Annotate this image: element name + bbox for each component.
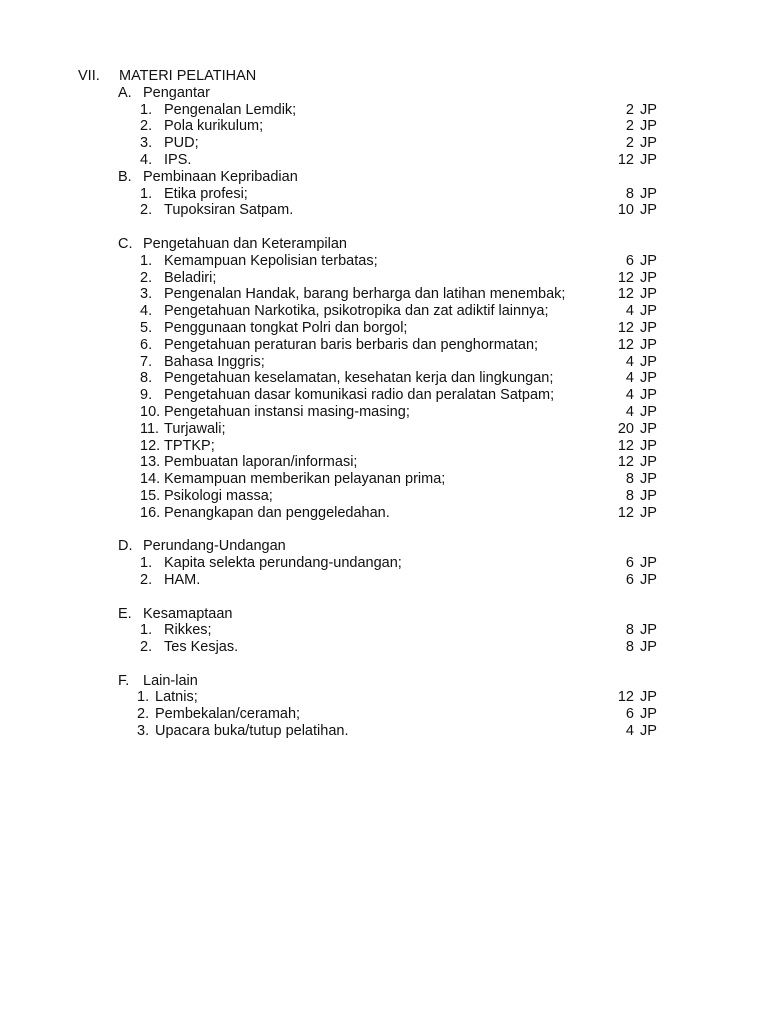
item-unit: JP [640,101,657,118]
list-item [0,689,768,706]
item-label: Upacara buka/tutup pelatihan. [155,723,349,740]
item-number: 2. [140,269,153,286]
item-label: Latnis; [155,689,198,706]
item-number: 1. [140,622,153,639]
item-hours: 12 [617,689,634,706]
item-label: Pengenalan Handak, barang berharga dan latihan menembak; [164,286,566,303]
item-number: 11. [140,420,160,437]
section-title: Lain-lain [143,672,198,689]
list-item [0,471,768,488]
item-label: Rikkes; [164,622,212,639]
item-hours: 12 [617,269,634,286]
section-list [0,85,768,740]
list-item [0,286,768,303]
item-number: 7. [140,353,153,370]
item-hours: 12 [617,151,634,168]
item-unit: JP [640,706,657,723]
item-unit: JP [640,454,657,471]
heading-number: VII. [78,68,100,84]
item-number: 4. [140,151,153,168]
list-item [0,370,768,387]
training-materials-document [0,68,768,740]
list-item [0,202,768,219]
item-number: 1. [140,252,153,269]
item-label: IPS. [164,151,192,168]
item-unit: JP [640,151,657,168]
item-number: 3. [140,286,153,303]
section-spacer [0,522,768,539]
section-letter: D. [118,538,133,555]
item-number: 8. [140,370,153,387]
item-hours: 8 [625,185,634,202]
heading-title: MATERI PELATIHAN [119,68,257,84]
item-unit: JP [640,504,657,521]
item-label: Pengetahuan peraturan baris berbaris dan penghormatan; [164,336,539,353]
item-label: Turjawali; [164,420,226,437]
item-hours: 6 [625,706,634,723]
list-item [0,622,768,639]
item-number: 16. [140,504,161,521]
item-number: 3. [137,723,150,740]
list-item [0,421,768,438]
item-hours: 2 [625,101,634,118]
item-label: Bahasa Inggris; [164,353,265,370]
item-unit: JP [640,487,657,504]
list-item [0,454,768,471]
item-unit: JP [640,286,657,303]
item-hours: 6 [625,555,634,572]
list-item [0,404,768,421]
item-label: TPTKP; [164,437,215,454]
item-unit: JP [640,336,657,353]
item-hours: 8 [625,622,634,639]
section-title: Pengantar [143,84,210,101]
list-item [0,723,768,740]
item-unit: JP [640,639,657,656]
item-hours: 10 [617,202,634,219]
item-number: 9. [140,387,153,404]
item-label: Pola kurikulum; [164,118,264,135]
document-heading [0,68,768,85]
item-hours: 6 [625,252,634,269]
section-heading [0,538,768,555]
list-item [0,270,768,287]
item-unit: JP [640,252,657,269]
section-title: Kesamaptaan [143,605,233,622]
item-unit: JP [640,571,657,588]
item-label: Kemampuan Kepolisian terbatas; [164,252,378,269]
list-item [0,320,768,337]
item-label: Penggunaan tongkat Polri dan borgol; [164,319,408,336]
item-label: Pembuatan laporan/informasi; [164,454,358,471]
item-label: Psikologi massa; [164,487,273,504]
section-letter: B. [118,168,132,185]
list-item [0,438,768,455]
item-number: 4. [140,303,153,320]
section-title: Pembinaan Kepribadian [143,168,298,185]
item-label: Pengetahuan instansi masing-masing; [164,403,410,420]
item-number: 1. [140,101,153,118]
item-hours: 2 [625,118,634,135]
list-item [0,387,768,404]
item-unit: JP [640,555,657,572]
item-unit: JP [640,723,657,740]
item-unit: JP [640,471,657,488]
item-unit: JP [640,403,657,420]
item-number: 12. [140,437,161,454]
section-letter: F. [118,672,130,689]
item-unit: JP [640,319,657,336]
list-item [0,102,768,119]
list-item [0,303,768,320]
item-number: 1. [140,555,153,572]
section-heading [0,673,768,690]
section-title: Perundang-Undangan [143,538,286,555]
item-label: Etika profesi; [164,185,248,202]
section-heading [0,169,768,186]
item-number: 2. [140,202,153,219]
list-item [0,152,768,169]
item-hours: 4 [625,353,634,370]
item-number: 5. [140,319,153,336]
section-spacer [0,656,768,673]
list-item [0,186,768,203]
item-number: 13. [140,454,161,471]
list-item [0,135,768,152]
item-hours: 4 [625,303,634,320]
item-hours: 4 [625,387,634,404]
list-item [0,706,768,723]
section-letter: E. [118,605,132,622]
item-label: PUD; [164,135,199,152]
section-heading [0,606,768,623]
item-hours: 4 [625,370,634,387]
section-heading [0,85,768,102]
item-hours: 8 [625,487,634,504]
item-label: Kapita selekta perundang-undangan; [164,555,402,572]
item-hours: 8 [625,639,634,656]
item-unit: JP [640,420,657,437]
item-hours: 4 [625,403,634,420]
item-unit: JP [640,185,657,202]
item-number: 10. [140,403,161,420]
item-unit: JP [640,387,657,404]
item-number: 15. [140,487,161,504]
item-number: 1. [137,689,150,706]
item-label: Penangkapan dan penggeledahan. [164,504,390,521]
section-spacer [0,589,768,606]
item-hours: 12 [617,504,634,521]
item-label: Pengetahuan dasar komunikasi radio dan peralatan Satpam; [164,387,555,404]
list-item [0,337,768,354]
item-unit: JP [640,689,657,706]
item-unit: JP [640,370,657,387]
item-number: 2. [140,639,153,656]
item-label: Tes Kesjas. [164,639,239,656]
item-hours: 12 [617,336,634,353]
item-hours: 20 [617,420,634,437]
section-letter: C. [118,235,133,252]
list-item [0,488,768,505]
section-title: Pengetahuan dan Keterampilan [143,235,347,252]
item-number: 2. [137,706,150,723]
item-unit: JP [640,622,657,639]
item-hours: 4 [625,723,634,740]
item-unit: JP [640,303,657,320]
section-spacer [0,219,768,236]
item-label: Pengetahuan Narkotika, psikotropika dan zat adiktif lainnya; [164,303,549,320]
item-hours: 12 [617,454,634,471]
item-unit: JP [640,353,657,370]
item-unit: JP [640,269,657,286]
list-item [0,118,768,135]
list-item [0,253,768,270]
item-number: 2. [140,571,153,588]
item-number: 2. [140,118,153,135]
item-label: Tupoksiran Satpam. [164,202,294,219]
item-hours: 12 [617,437,634,454]
item-unit: JP [640,202,657,219]
list-item [0,354,768,371]
item-hours: 6 [625,571,634,588]
list-item [0,572,768,589]
section-heading [0,236,768,253]
item-hours: 12 [617,286,634,303]
item-label: Pembekalan/ceramah; [155,706,301,723]
item-unit: JP [640,135,657,152]
list-item [0,639,768,656]
item-number: 14. [140,471,161,488]
item-unit: JP [640,437,657,454]
list-item [0,505,768,522]
item-hours: 12 [617,319,634,336]
item-label: Pengenalan Lemdik; [164,101,297,118]
item-label: Kemampuan memberikan pelayanan prima; [164,471,446,488]
item-hours: 2 [625,135,634,152]
item-number: 3. [140,135,153,152]
item-number: 1. [140,185,153,202]
item-unit: JP [640,118,657,135]
item-label: HAM. [164,571,201,588]
list-item [0,555,768,572]
item-number: 6. [140,336,153,353]
item-hours: 8 [625,471,634,488]
section-letter: A. [118,84,132,101]
item-label: Beladiri; [164,269,217,286]
item-label: Pengetahuan keselamatan, kesehatan kerja dan lingkungan; [164,370,554,387]
